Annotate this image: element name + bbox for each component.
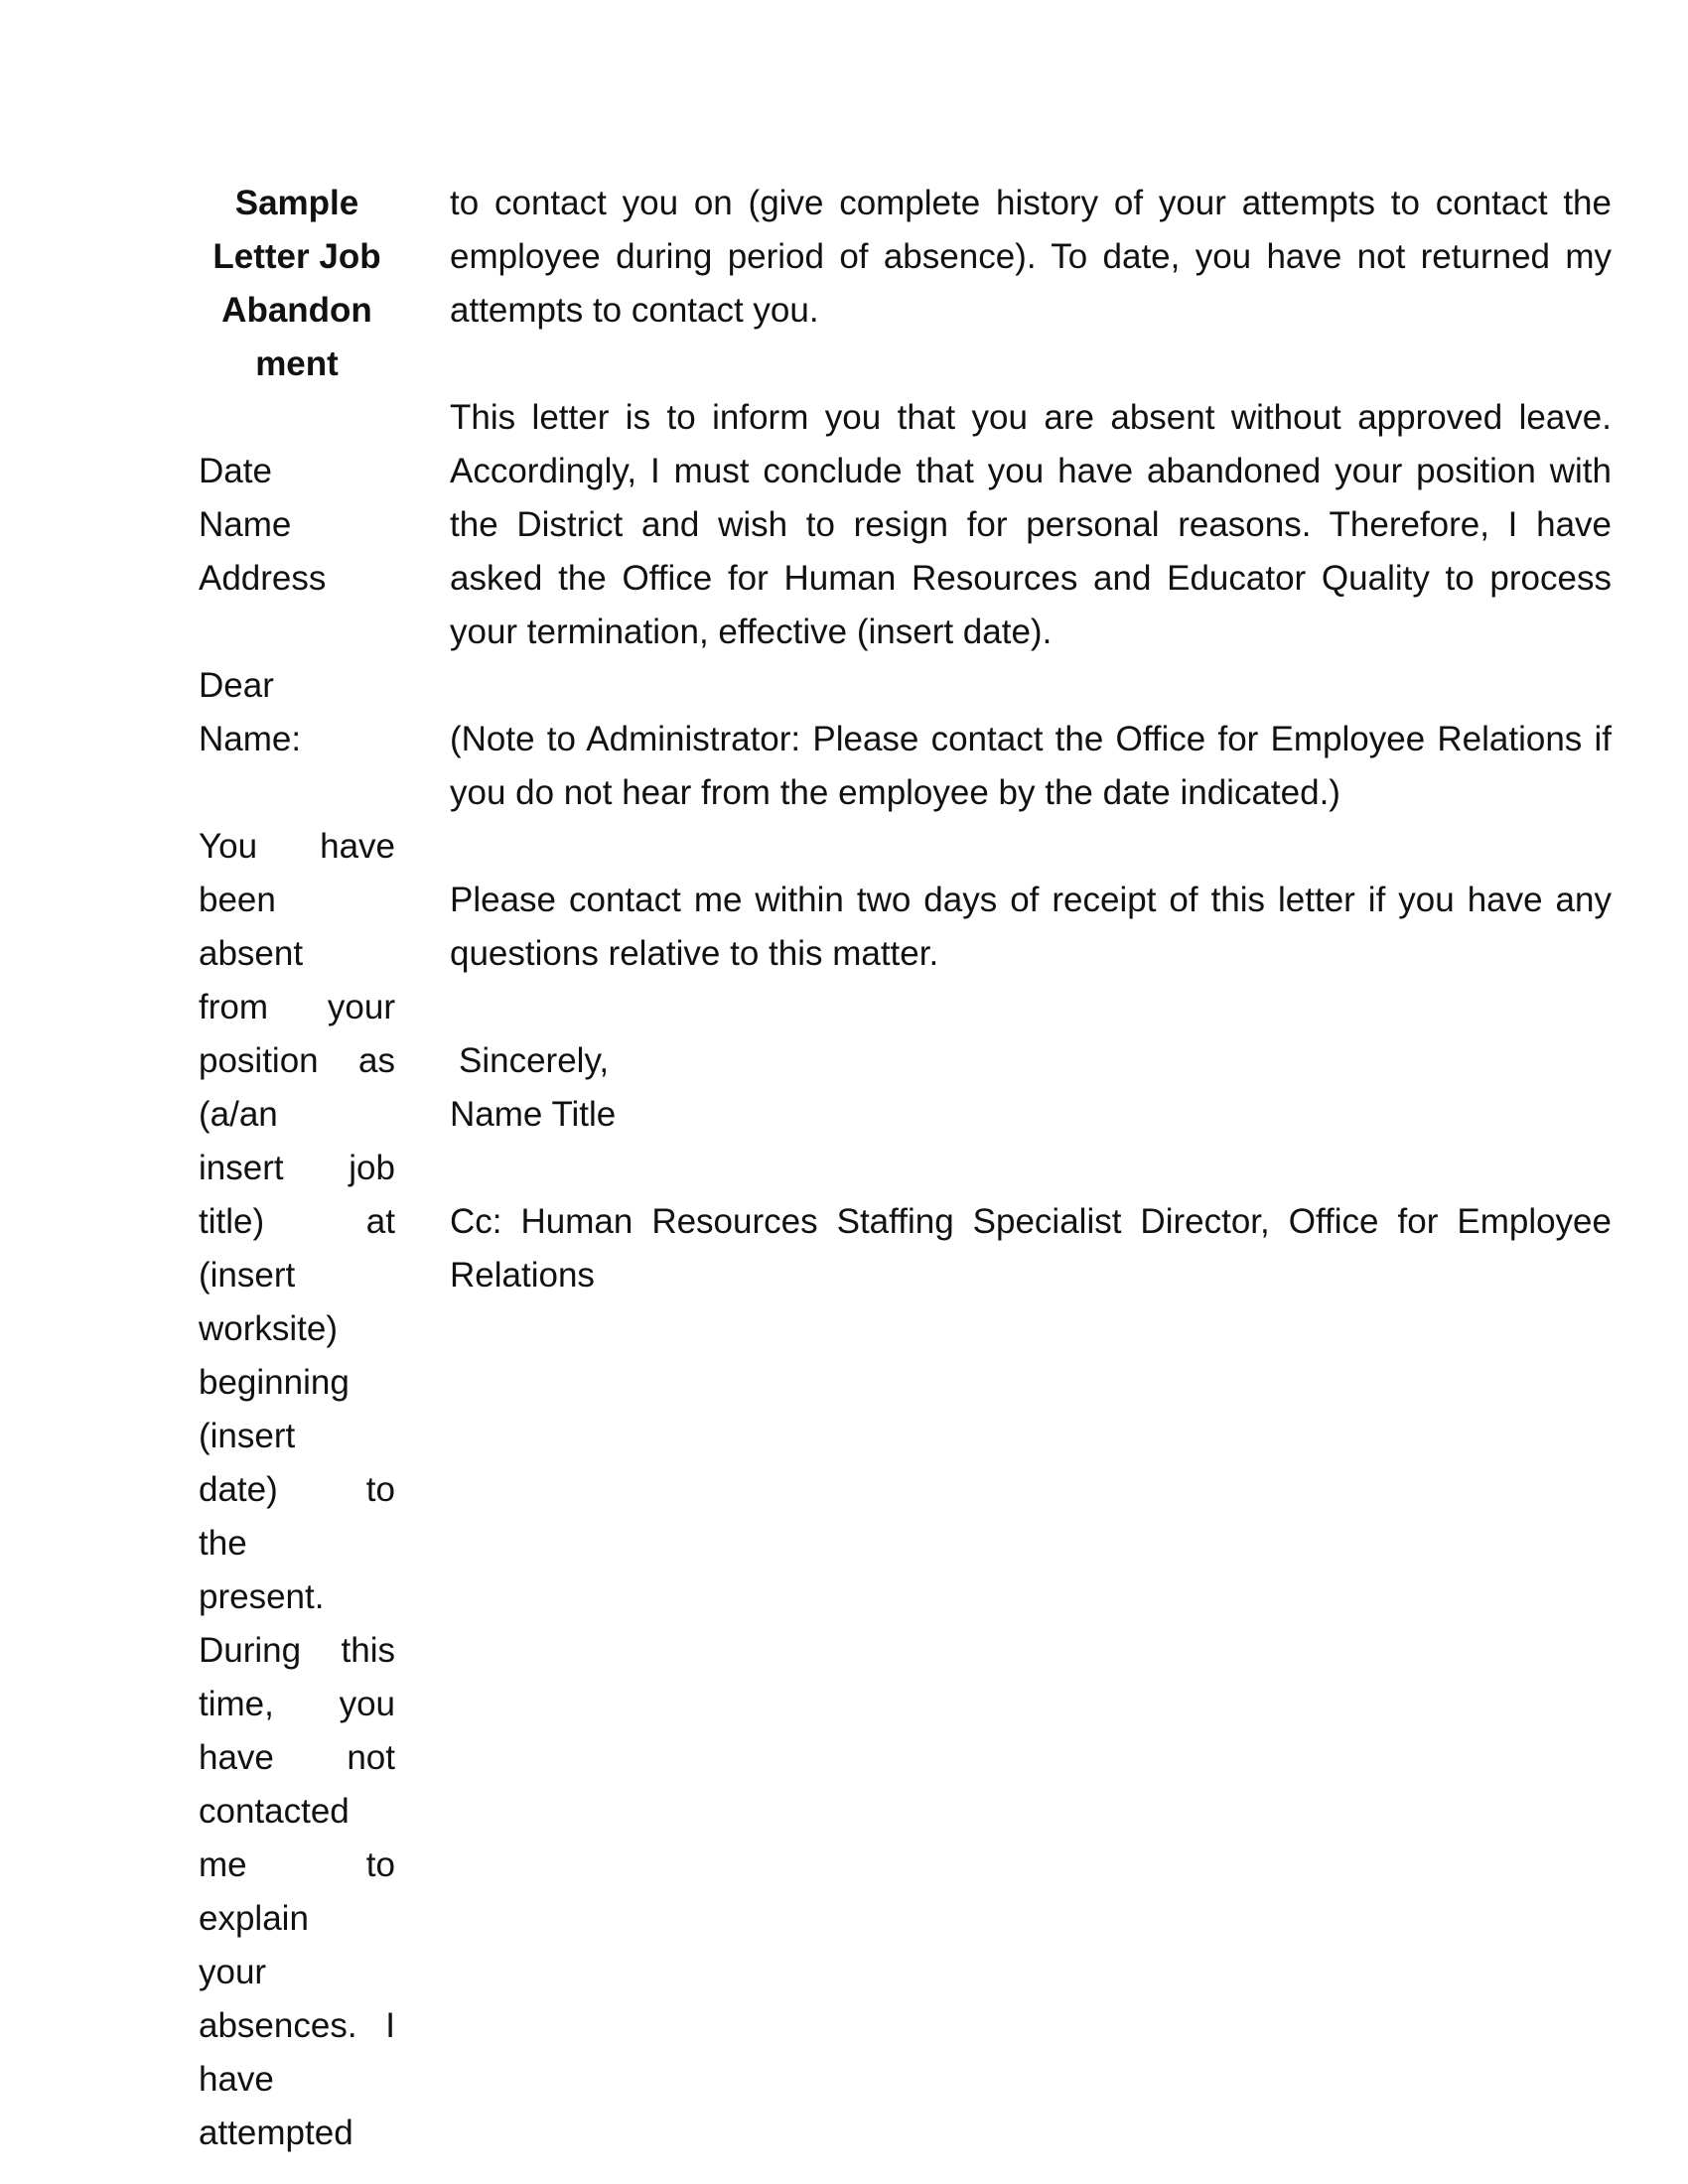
paragraph-attempts: to contact you on (give complete history of your attempts to contact the employee during period of absence). To date, you have not returned my attempts to contact you.	[450, 184, 1612, 330]
left-body-line: beginning	[199, 1363, 350, 1402]
document-title	[199, 177, 395, 391]
cc-line: Cc: Human Resources Staffing Specialist Director, Office for Employee Relations	[450, 1202, 1612, 1295]
paragraph-absence-notice: This letter is to inform you that you are absent without approved leave. Accordingly, I must conclude that you have abandoned your position with the District and wish to resign for personal reasons. Therefore, I have asked the Office for Human Resources and Educator Quality to process your termination, effective (insert date).	[450, 398, 1612, 651]
paragraph-admin-note: (Note to Administrator: Please contact the Office for Employee Relations if you do not hear from the employee by the date indicated.)	[450, 720, 1612, 812]
title-line: Abandon	[221, 291, 372, 330]
left-body-line: from your	[199, 988, 395, 1026]
left-body-line: (insert	[199, 1417, 296, 1455]
salutation	[199, 659, 395, 766]
address-block	[199, 445, 395, 606]
left-body-paragraph	[199, 820, 395, 2160]
left-body-line: During this	[199, 1631, 395, 1670]
left-body-line: time, you	[199, 1685, 395, 1723]
title-line: Sample	[234, 184, 359, 222]
left-body-line: have not	[199, 1738, 395, 1777]
left-body-line: date) to	[199, 1470, 395, 1509]
left-body-line: the	[199, 1524, 247, 1563]
paragraph-contact-request: Please contact me within two days of receipt of this letter if you have any questions relative to this matter.	[450, 881, 1612, 973]
left-body-line: me to	[199, 1845, 395, 1884]
left-body-line: absent	[199, 934, 304, 973]
left-body-line: present.	[199, 1577, 325, 1616]
address-address: Address	[199, 559, 327, 598]
left-body-line: (insert	[199, 1256, 296, 1295]
address-name: Name	[199, 505, 292, 544]
left-body-line: (a/an	[199, 1095, 278, 1134]
signature-block	[450, 1034, 1612, 1142]
salutation-line: Name:	[199, 720, 302, 758]
left-body-line: position as	[199, 1041, 395, 1080]
left-body-line: explain	[199, 1899, 309, 1938]
left-column	[199, 177, 395, 2160]
signature-name-title: Name Title	[450, 1095, 617, 1134]
left-body-line: insert job	[199, 1149, 395, 1187]
left-body-line: been	[199, 881, 276, 919]
title-line: ment	[255, 344, 339, 383]
left-body-line: your	[199, 1953, 267, 1991]
left-body-line: title) at	[199, 1202, 395, 1241]
address-date: Date	[199, 452, 272, 490]
salutation-line: Dear	[199, 666, 274, 705]
title-line: Letter Job	[212, 237, 381, 276]
left-body-line: You have	[199, 827, 395, 866]
left-body-line: worksite)	[199, 1309, 339, 1348]
left-body-line: have	[199, 2060, 274, 2099]
closing: Sincerely,	[459, 1041, 610, 1080]
left-body-line: absences. I	[199, 2006, 395, 2045]
right-column	[450, 177, 1612, 1356]
left-body-line: attempted	[199, 2114, 353, 2152]
left-body-line: contacted	[199, 1792, 350, 1831]
